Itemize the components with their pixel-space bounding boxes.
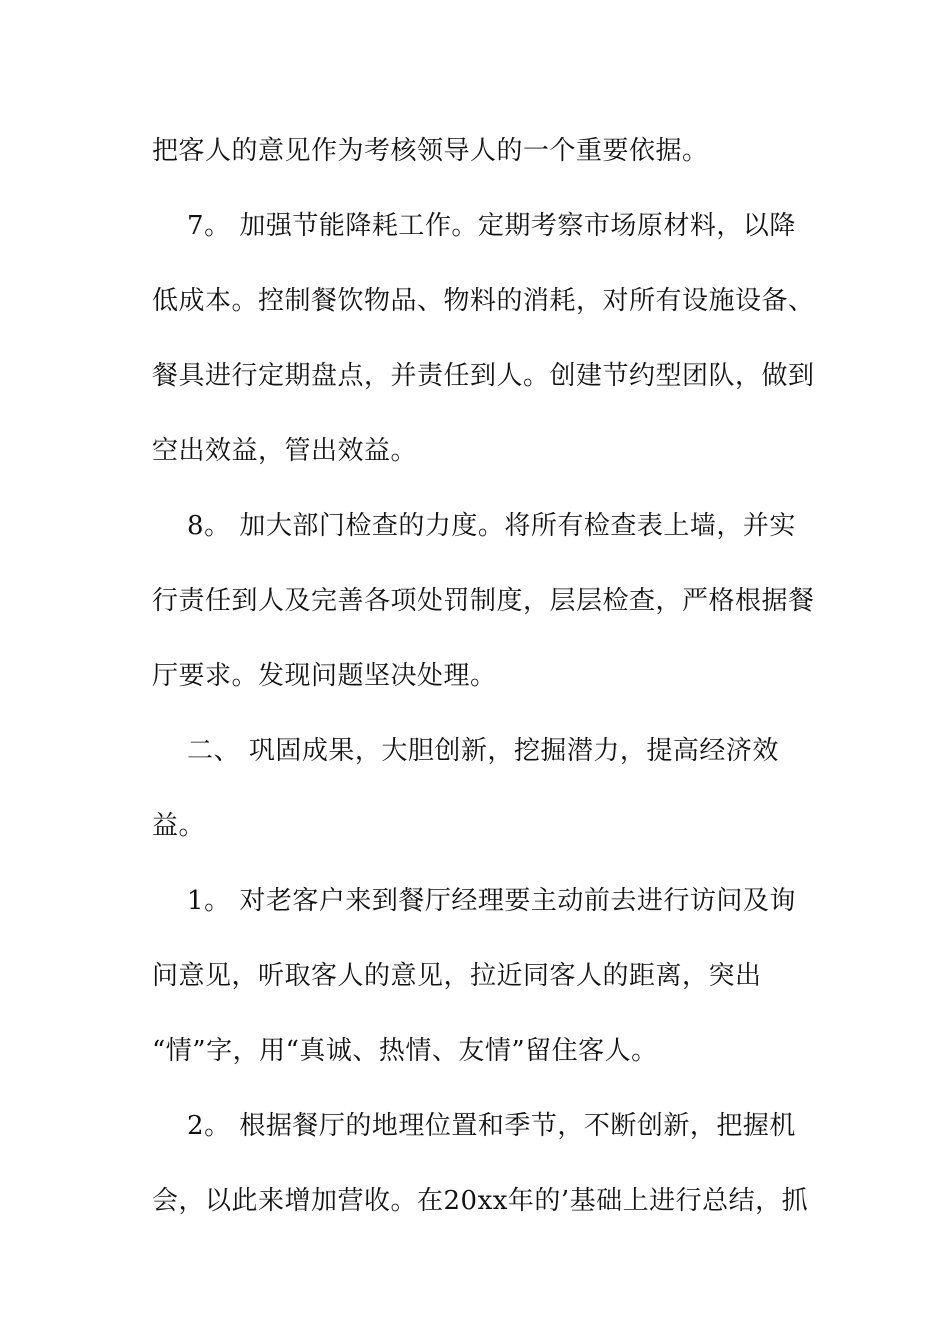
- text-line: 把客人的意见作为考核领导人的一个重要依据。: [152, 136, 709, 166]
- text-line: 厅要求。发现问题坚决处理。: [152, 661, 497, 691]
- text-line: 空出效益，管出效益。: [152, 436, 418, 466]
- text-line: 餐具进行定期盘点，并责任到人。创建节约型团队，做到: [152, 361, 815, 391]
- text-line: 7。 加强节能降耗工作。定期考察市场原材料，以降: [152, 211, 796, 241]
- text-line: 低成本。控制餐饮物品、物料的消耗，对所有设施设备、: [152, 286, 815, 316]
- text-line: 1。 对老客户来到餐厅经理要主动前去进行访问及询: [152, 886, 796, 916]
- text-line: 会，以此来增加营收。在20xx年的’基础上进行总结，抓: [152, 1186, 809, 1216]
- text-line: 行责任到人及完善各项处罚制度，层层检查，严格根据餐: [152, 586, 815, 616]
- text-line: 二、 巩固成果，大胆创新，挖掘潜力，提高经济效: [152, 736, 779, 766]
- text-line: 8。 加大部门检查的力度。将所有检查表上墙，并实: [152, 511, 796, 541]
- text-line: 益。: [152, 811, 206, 841]
- text-line: 问意见，听取客人的意见，拉近同客人的距离，突出: [152, 961, 762, 991]
- text-line: 2。 根据餐厅的地理位置和季节，不断创新，把握机: [152, 1111, 796, 1141]
- text-line: “情”字，用“真诚、热情、友情”留住客人。: [152, 1036, 658, 1066]
